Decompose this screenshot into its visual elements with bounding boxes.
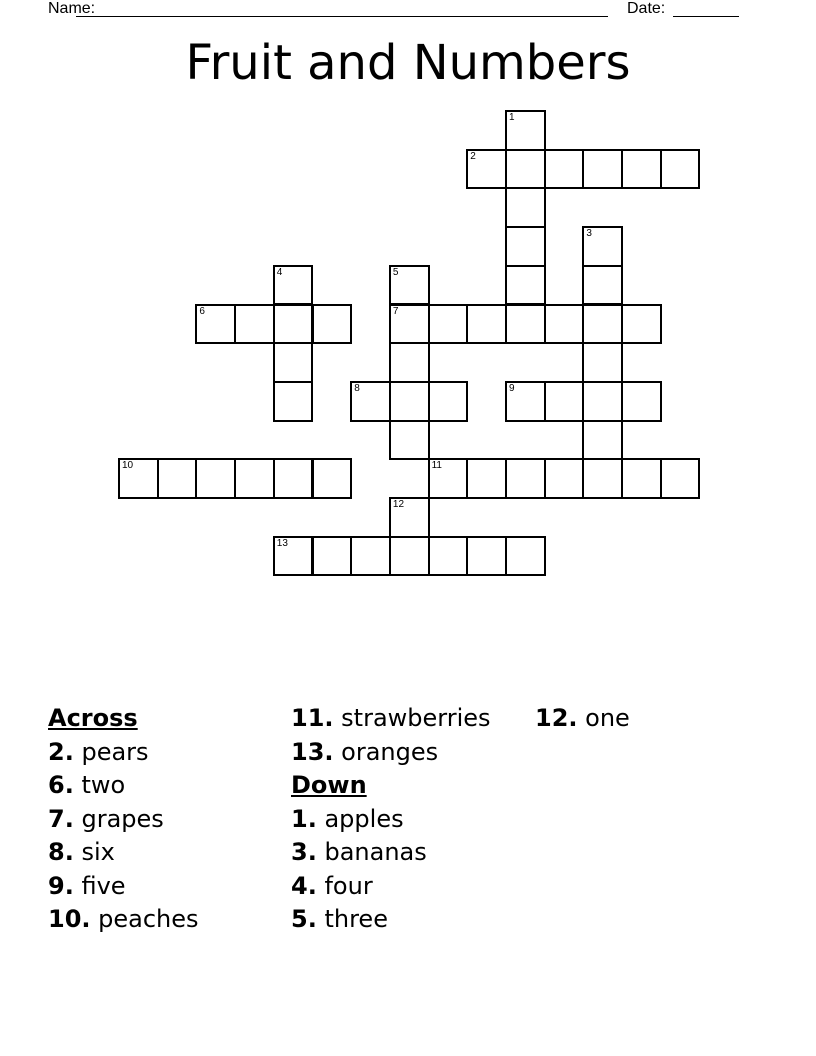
- clue-text: five: [81, 871, 126, 900]
- crossword-cell[interactable]: [505, 458, 546, 499]
- clue-text: three: [324, 905, 388, 933]
- crossword-cell[interactable]: [544, 304, 585, 345]
- crossword-cell[interactable]: [505, 226, 546, 267]
- crossword-cell[interactable]: [660, 458, 701, 499]
- crossword-cell[interactable]: [621, 381, 662, 422]
- crossword-cell[interactable]: [505, 304, 546, 345]
- cell-number: 8: [354, 382, 360, 394]
- clue-number: 6.: [48, 771, 74, 799]
- clue-text: bananas: [324, 838, 427, 866]
- clue-column-1: [48, 702, 199, 937]
- crossword-cell[interactable]: [466, 536, 507, 577]
- crossword-cell[interactable]: [350, 536, 391, 577]
- crossword-cell[interactable]: [505, 381, 546, 422]
- crossword-cell[interactable]: [544, 458, 585, 499]
- cell-number: 13: [276, 537, 288, 549]
- clue-text: pears: [81, 737, 149, 766]
- clue-down-1: [291, 803, 491, 837]
- date-label: Date:: [627, 0, 666, 17]
- name-label: Name:: [48, 0, 96, 17]
- crossword-cell[interactable]: [621, 304, 662, 345]
- cell-number: 11: [431, 460, 442, 472]
- clue-across-2: [48, 736, 199, 770]
- cell-number: 2: [470, 150, 476, 162]
- crossword-cell[interactable]: [582, 420, 623, 461]
- crossword-cell[interactable]: [466, 149, 507, 190]
- clue-down-12: [535, 702, 630, 736]
- crossword-cell[interactable]: [505, 265, 546, 306]
- clue-number: 2.: [48, 737, 74, 766]
- clue-number: 13.: [291, 737, 334, 766]
- crossword-cell[interactable]: [312, 536, 353, 577]
- clue-number: 5.: [291, 905, 317, 933]
- cell-number: 4: [276, 266, 283, 278]
- crossword-cell[interactable]: [195, 458, 236, 499]
- clue-down-5: [291, 903, 491, 937]
- cell-number: 6: [199, 305, 205, 317]
- crossword-cell[interactable]: [428, 381, 469, 422]
- cell-number: 10: [122, 460, 134, 472]
- clue-across-11: [291, 702, 491, 736]
- crossword-cell[interactable]: [389, 265, 430, 306]
- clue-number: 10.: [48, 905, 91, 933]
- crossword-cell[interactable]: [389, 497, 430, 538]
- clue-text: grapes: [81, 804, 164, 833]
- clue-column-3: [535, 702, 630, 736]
- clue-across-6: [48, 769, 199, 803]
- clue-text: peaches: [98, 905, 199, 933]
- clue-text: one: [585, 704, 630, 732]
- crossword-cell[interactable]: [505, 536, 546, 577]
- clue-number: 8.: [48, 838, 74, 866]
- clue-down-4: [291, 870, 491, 904]
- clue-text: apples: [324, 804, 404, 833]
- crossword-cell[interactable]: [273, 342, 314, 383]
- clue-number: 7.: [48, 804, 74, 833]
- crossword-cell[interactable]: [582, 304, 623, 345]
- crossword-cell[interactable]: [428, 536, 469, 577]
- crossword-cell[interactable]: [389, 304, 430, 345]
- crossword-cell[interactable]: [582, 265, 623, 306]
- crossword-cell[interactable]: [544, 149, 585, 190]
- clue-across-10: [48, 903, 199, 937]
- crossword-cell[interactable]: [582, 149, 623, 190]
- crossword-cell[interactable]: [157, 458, 198, 499]
- cell-number: 1: [509, 112, 515, 123]
- crossword-cell[interactable]: [312, 458, 353, 499]
- cell-number: 5: [392, 266, 399, 278]
- crossword-cell[interactable]: [389, 420, 430, 461]
- crossword-cell[interactable]: [234, 458, 275, 499]
- cell-number: 12: [392, 499, 405, 510]
- across-heading: Across: [48, 704, 138, 732]
- crossword-cell[interactable]: [350, 381, 391, 422]
- crossword-cell[interactable]: [273, 458, 314, 499]
- crossword-cell[interactable]: [389, 342, 430, 383]
- clue-across-13: [291, 736, 491, 770]
- crossword-cell[interactable]: [660, 149, 701, 190]
- crossword-cell[interactable]: [544, 381, 585, 422]
- clue-text: oranges: [341, 737, 439, 766]
- clue-text: four: [324, 871, 373, 900]
- clue-across-8: [48, 836, 199, 870]
- crossword-cell[interactable]: [234, 304, 275, 345]
- clue-text: strawberries: [341, 704, 491, 732]
- crossword-cell[interactable]: [466, 458, 507, 499]
- crossword-cell[interactable]: [582, 458, 623, 499]
- cell-number: 3: [586, 228, 592, 240]
- clue-number: 9.: [48, 871, 74, 900]
- page-title: Fruit and Numbers: [185, 35, 631, 91]
- crossword-cell[interactable]: [466, 304, 507, 345]
- crossword-cell[interactable]: [428, 458, 469, 499]
- crossword-cell[interactable]: [621, 149, 662, 190]
- crossword-cell[interactable]: [505, 149, 546, 190]
- crossword-cell[interactable]: [312, 304, 353, 345]
- crossword-cell[interactable]: [389, 381, 430, 422]
- clue-number: 11.: [291, 704, 334, 732]
- clue-number: 12.: [535, 704, 578, 732]
- clue-across-9: [48, 870, 199, 904]
- crossword-cell[interactable]: [389, 536, 430, 577]
- crossword-cell[interactable]: [505, 187, 546, 228]
- clue-column-2: [291, 702, 491, 937]
- crossword-cell[interactable]: [582, 226, 623, 267]
- crossword-cell[interactable]: [621, 458, 662, 499]
- clue-text: six: [81, 838, 115, 866]
- crossword-cell[interactable]: [118, 458, 159, 499]
- crossword-cell[interactable]: [582, 381, 623, 422]
- cell-number: 9: [509, 382, 515, 394]
- clue-number: 4.: [291, 871, 317, 900]
- crossword-cell[interactable]: [273, 536, 314, 577]
- crossword-cell[interactable]: [195, 304, 236, 345]
- crossword-cell[interactable]: [505, 110, 546, 151]
- down-heading: Down: [291, 771, 367, 799]
- clue-number: 1.: [291, 804, 317, 833]
- crossword-cell[interactable]: [582, 342, 623, 383]
- crossword-cell[interactable]: [428, 304, 469, 345]
- clue-across-7: [48, 803, 199, 837]
- cell-number: 7: [392, 305, 399, 317]
- clue-text: two: [81, 771, 126, 799]
- crossword-cell[interactable]: [273, 304, 314, 345]
- crossword-cell[interactable]: [273, 265, 314, 306]
- crossword-cell[interactable]: [273, 381, 314, 422]
- clue-down-3: [291, 836, 491, 870]
- clue-number: 3.: [291, 838, 317, 866]
